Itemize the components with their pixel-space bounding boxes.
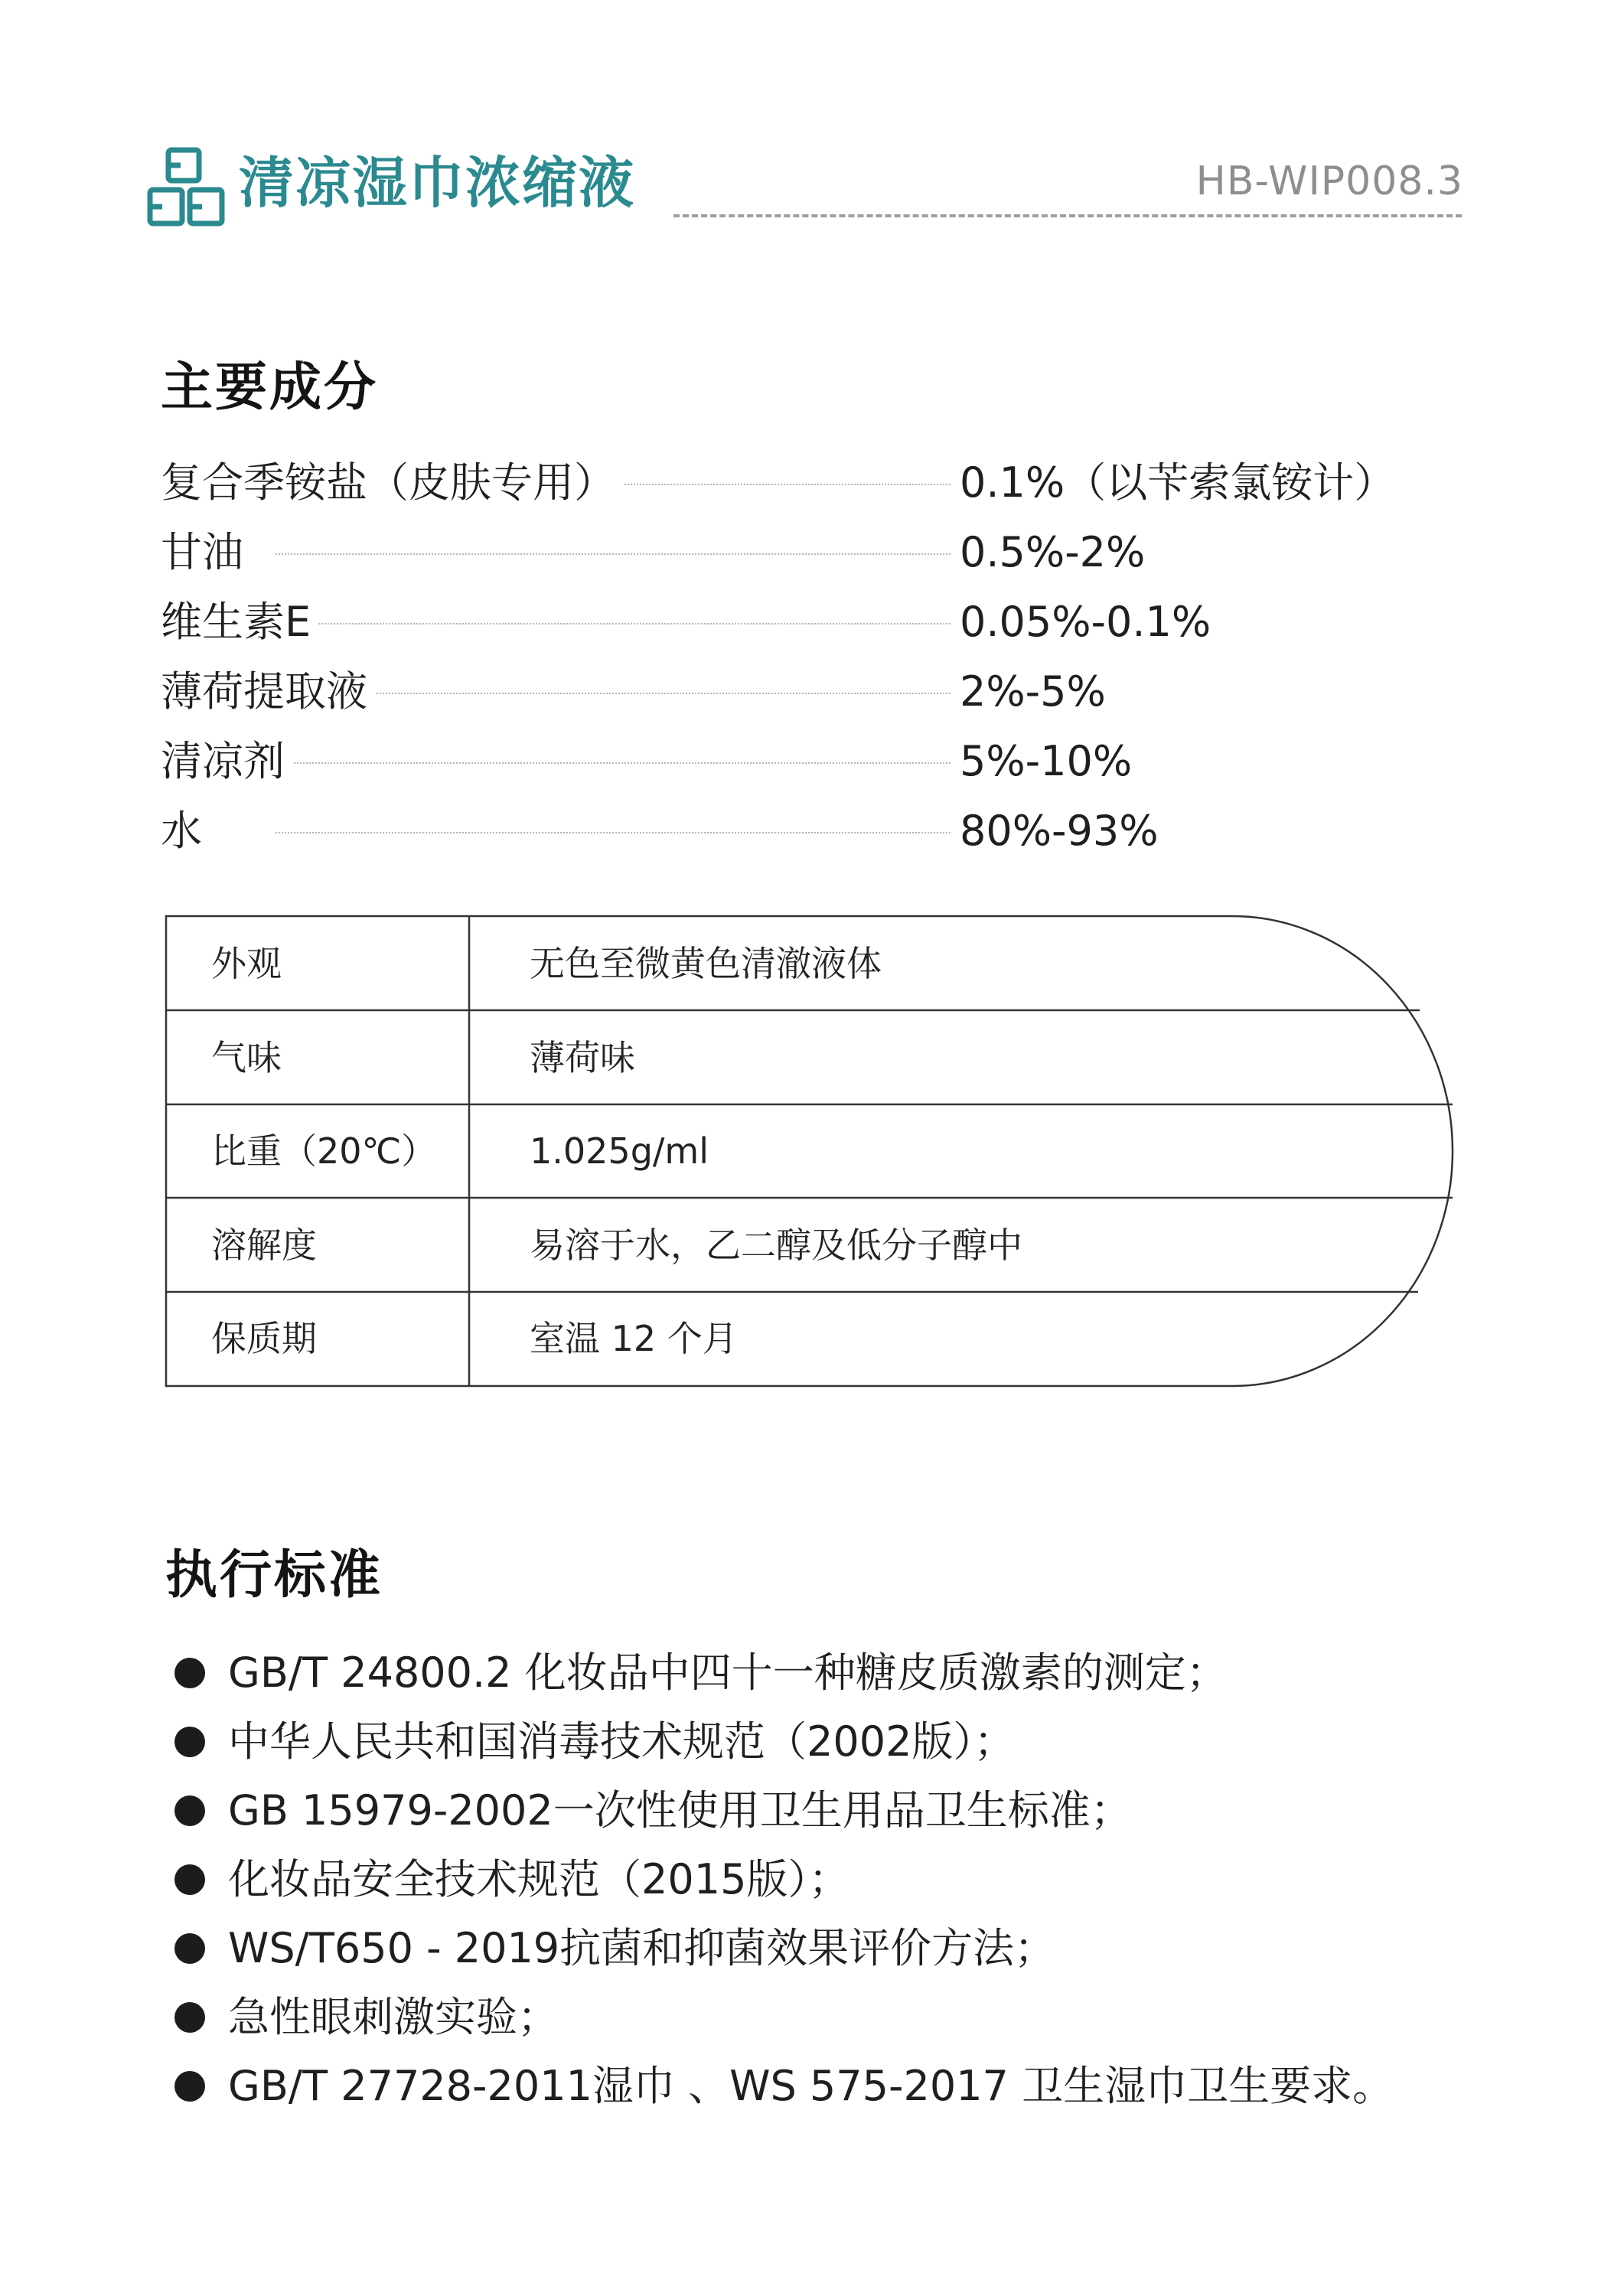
ingredient-name: 复合季铵盐（皮肤专用） bbox=[161, 456, 623, 510]
standard-item bbox=[174, 1711, 1552, 1773]
bullet-icon bbox=[174, 2071, 205, 2102]
ingredient-name: 甘油 bbox=[161, 526, 251, 579]
standard-item bbox=[174, 1987, 1552, 2048]
standard-text: WS/T650 - 2019抗菌和抑菌效果评价方法； bbox=[228, 1924, 1056, 1972]
ingredient-name: 维生素E bbox=[161, 595, 318, 649]
ingredient-value: 0.1%（以苄索氯铵计） bbox=[951, 456, 1395, 510]
property-label: 气味 bbox=[211, 1037, 282, 1078]
standard-text: 化妆品安全技术规范（2015版）； bbox=[228, 1855, 850, 1903]
standard-text: 中华人民共和国消毒技术规范（2002版）； bbox=[228, 1717, 1016, 1766]
standard-text: GB/T 24800.2 化妆品中四十一种糖皮质激素的测定； bbox=[228, 1649, 1228, 1697]
property-value: 无色至微黄色清澈液体 bbox=[530, 943, 882, 984]
document-code: HB-WIP008.3 bbox=[1195, 158, 1463, 204]
ingredient-name: 清凉剂 bbox=[161, 735, 292, 788]
standard-item bbox=[174, 1849, 1552, 1910]
property-label: 保质期 bbox=[211, 1318, 317, 1359]
bullet-icon bbox=[174, 1864, 205, 1895]
standard-item bbox=[174, 2056, 1552, 2117]
standard-item bbox=[174, 1642, 1552, 1704]
ingredient-value: 80%-93% bbox=[951, 804, 1159, 858]
property-label: 溶解度 bbox=[211, 1225, 317, 1266]
bullet-icon bbox=[174, 2002, 205, 2033]
ingredient-name: 水 bbox=[161, 804, 210, 858]
ingredient-value: 0.05%-0.1% bbox=[951, 595, 1211, 649]
bullet-icon bbox=[174, 1658, 205, 1688]
property-label: 外观 bbox=[211, 943, 282, 984]
property-value: 室温 12 个月 bbox=[530, 1318, 738, 1359]
bullet-icon bbox=[174, 1727, 205, 1757]
ingredient-value: 2%-5% bbox=[951, 665, 1106, 719]
standard-item bbox=[174, 1780, 1552, 1841]
page-title: 清凉湿巾浓缩液 bbox=[239, 151, 636, 215]
standard-text: 急性眼刺激实验； bbox=[228, 1993, 559, 2041]
property-value: 1.025g/ml bbox=[530, 1130, 709, 1172]
standard-text: GB/T 27728-2011湿巾 、WS 575-2017 卫生湿巾卫生要求。 bbox=[228, 2062, 1394, 2110]
ingredient-value: 0.5%-2% bbox=[951, 526, 1145, 579]
standard-text: GB 15979-2002一次性使用卫生用品卫生标准； bbox=[228, 1786, 1132, 1835]
standards-title: 执行标准 bbox=[165, 1545, 383, 1606]
property-value: 薄荷味 bbox=[530, 1037, 635, 1078]
ingredient-value: 5%-10% bbox=[951, 735, 1132, 788]
standard-item bbox=[174, 1918, 1552, 1979]
bullet-icon bbox=[174, 1933, 205, 1964]
ingredient-name: 薄荷提取液 bbox=[161, 665, 375, 719]
ingredients-title: 主要成分 bbox=[161, 357, 379, 418]
property-label: 比重（20℃） bbox=[211, 1130, 437, 1172]
property-value: 易溶于水，乙二醇及低分子醇中 bbox=[530, 1225, 1022, 1266]
bullet-icon bbox=[174, 1795, 205, 1826]
